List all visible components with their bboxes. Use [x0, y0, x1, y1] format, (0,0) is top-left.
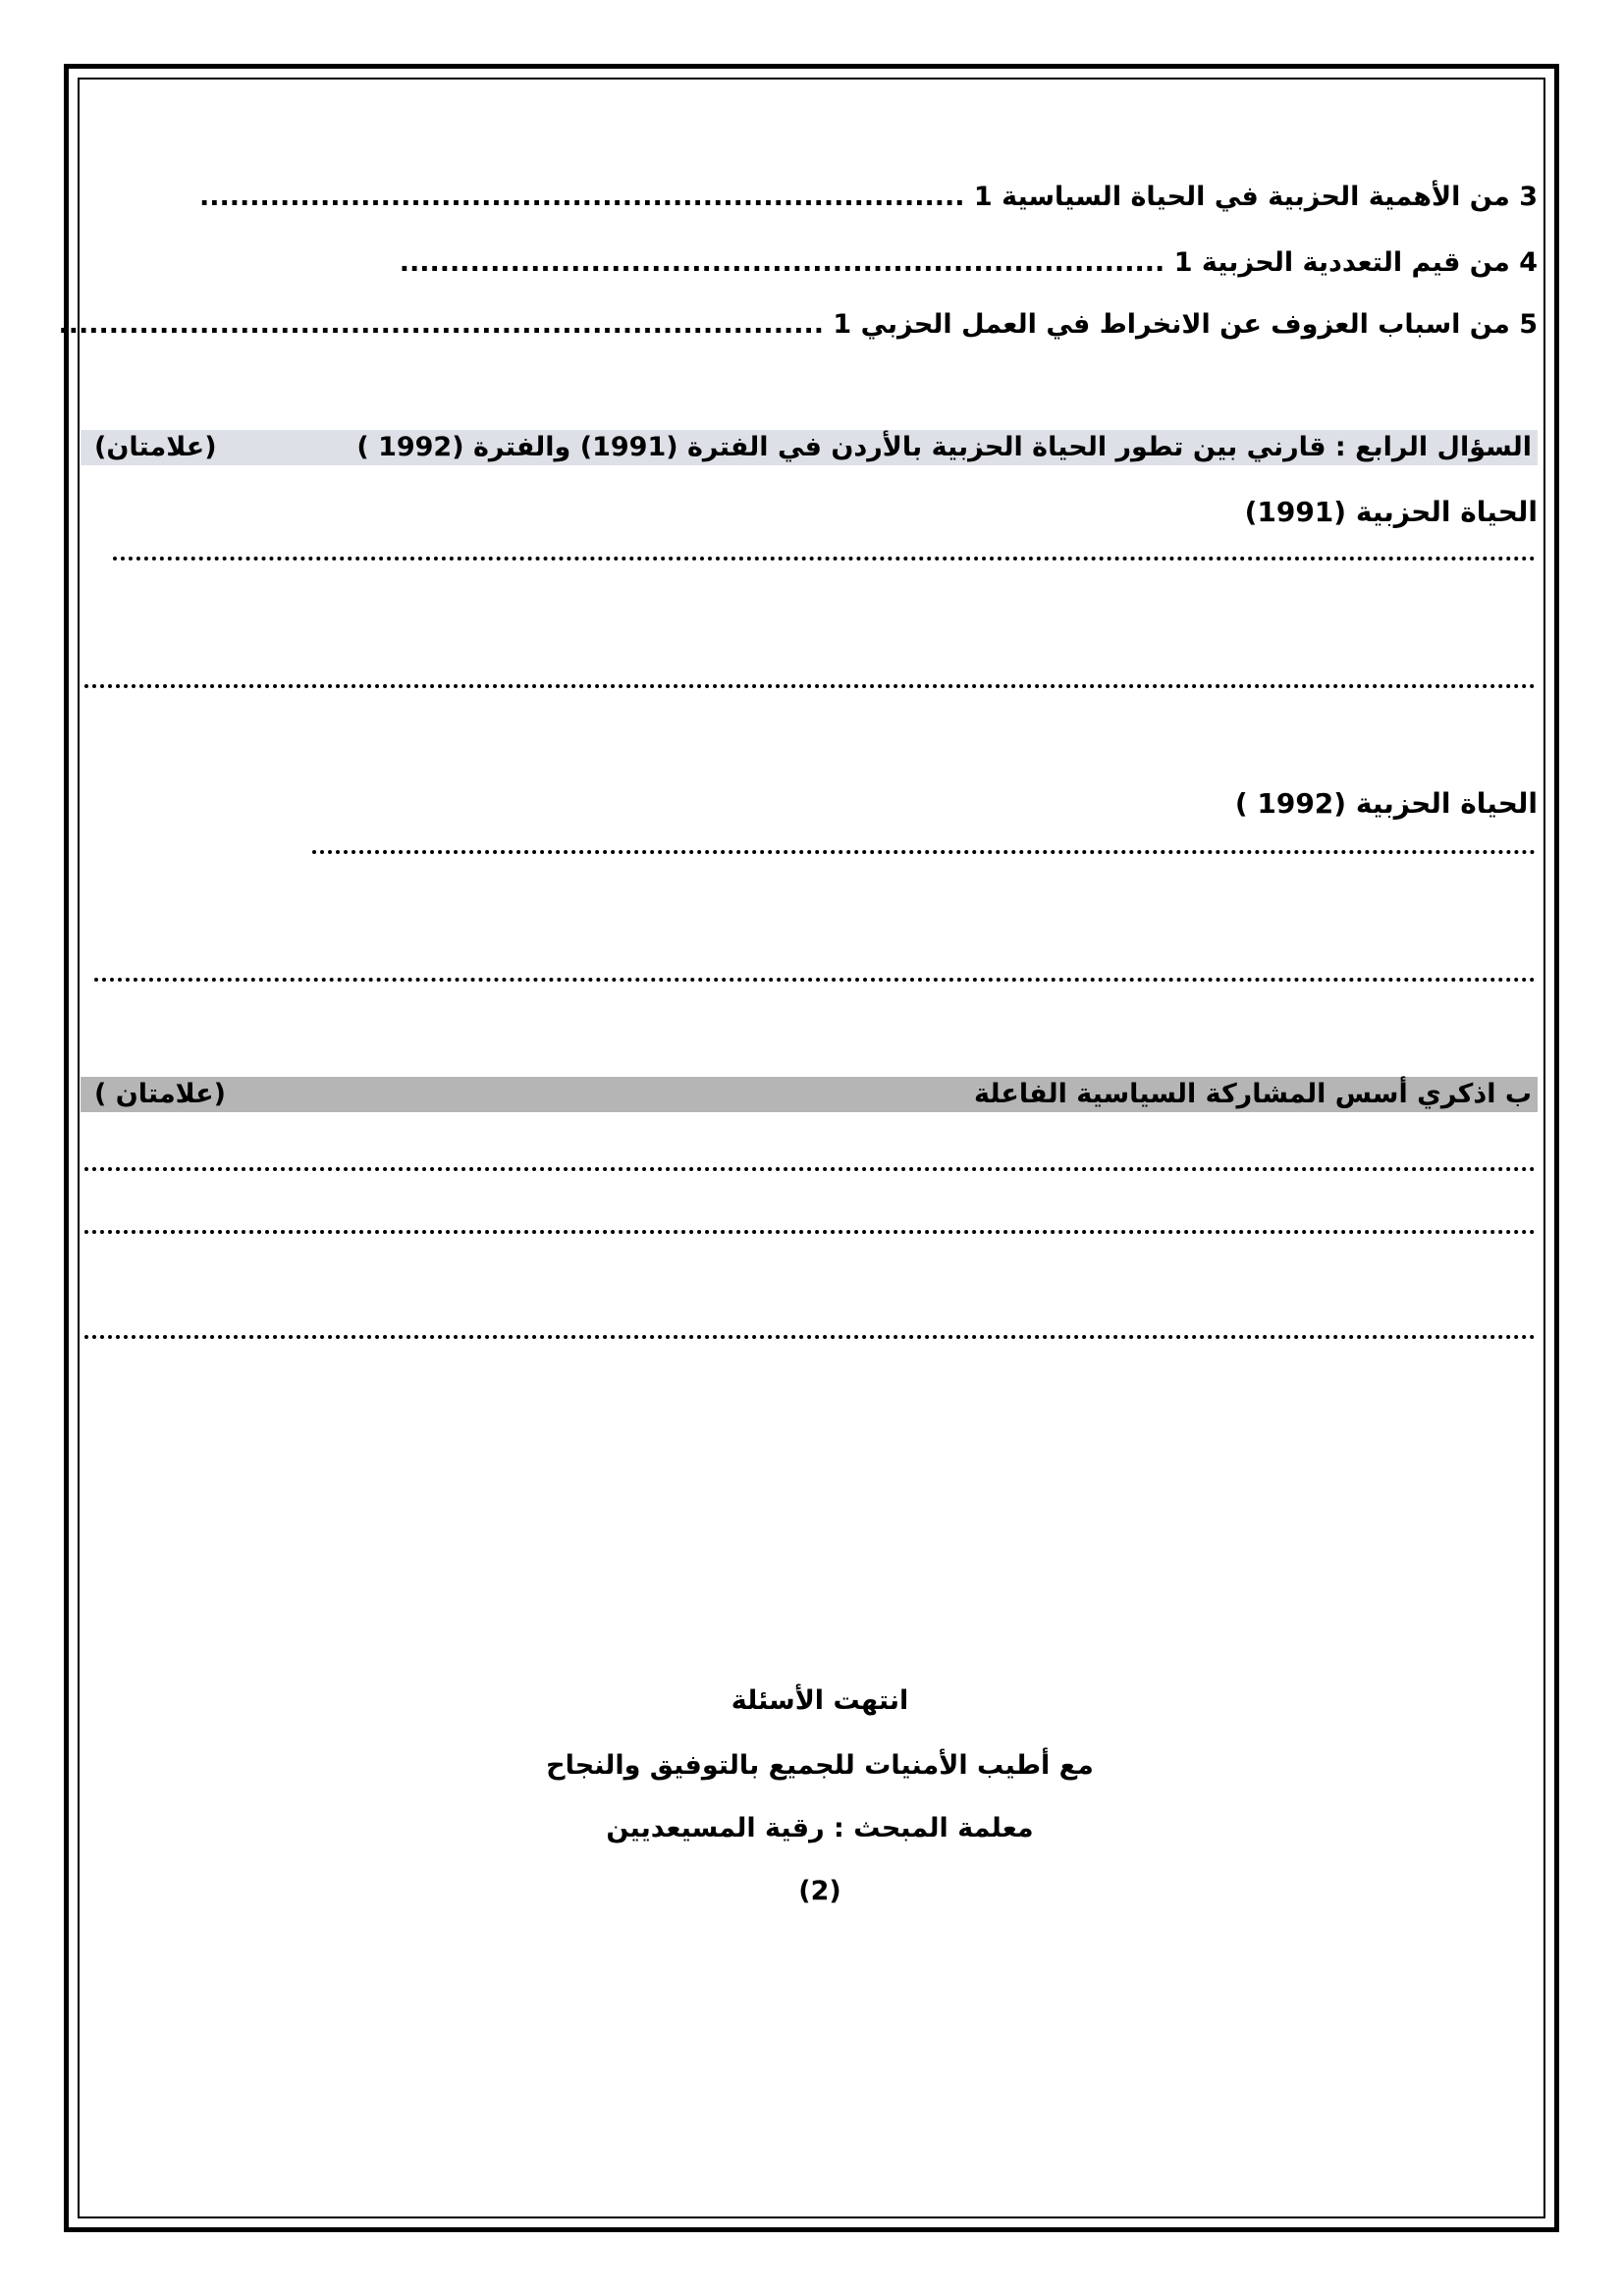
question-5-line [58, 307, 1538, 343]
answer-line [84, 1167, 1536, 1171]
question-four-marks: (علامتان) [94, 432, 217, 462]
answer-line [84, 1335, 1536, 1339]
answer-line [84, 1230, 1536, 1234]
question-4-text: 4 من قيم التعددية الحزبية 1 [1173, 247, 1538, 278]
teacher-name: معلمة المبحث : رقية المسيعديين [606, 1813, 1034, 1843]
answer-line [84, 684, 1536, 688]
question-5-text: 5 من اسباب العزوف عن الانخراط في العمل الحزبي 1 [833, 309, 1538, 340]
period-1992-heading: الحياة الحزبية (1992 ) [1234, 787, 1538, 820]
question-5-dots: ............................................................................ [58, 309, 824, 340]
end-of-questions: انتهت الأسئلة [731, 1685, 909, 1716]
period-1991-heading: الحياة الحزبية (1991) [1244, 496, 1538, 528]
section-b-band [81, 1077, 1538, 1112]
question-4-dots: ............................................................................ [399, 247, 1165, 278]
section-b-marks: (علامتان ) [94, 1079, 226, 1109]
question-four-prompt: السؤال الرابع : قارني بين تطور الحياة الحزبية بالأردن في الفترة (1991) والفترة (1992 ) [356, 432, 1532, 462]
page-number: (2) [798, 1876, 841, 1906]
best-wishes: مع أطيب الأمنيات للجميع بالتوفيق والنجاح [546, 1750, 1094, 1781]
question-3-text: 3 من الأهمية الحزبية في الحياة السياسية 1 [973, 182, 1538, 212]
answer-line [113, 557, 1536, 561]
answer-line [312, 850, 1536, 854]
section-b-prompt: ب اذكري أسس المشاركة السياسية الفاعلة [974, 1079, 1532, 1109]
answer-line [94, 978, 1536, 982]
question-four-band [81, 430, 1538, 465]
question-3-dots: ............................................................................ [198, 182, 965, 212]
question-4-line [400, 245, 1538, 281]
question-3-line [199, 180, 1538, 215]
